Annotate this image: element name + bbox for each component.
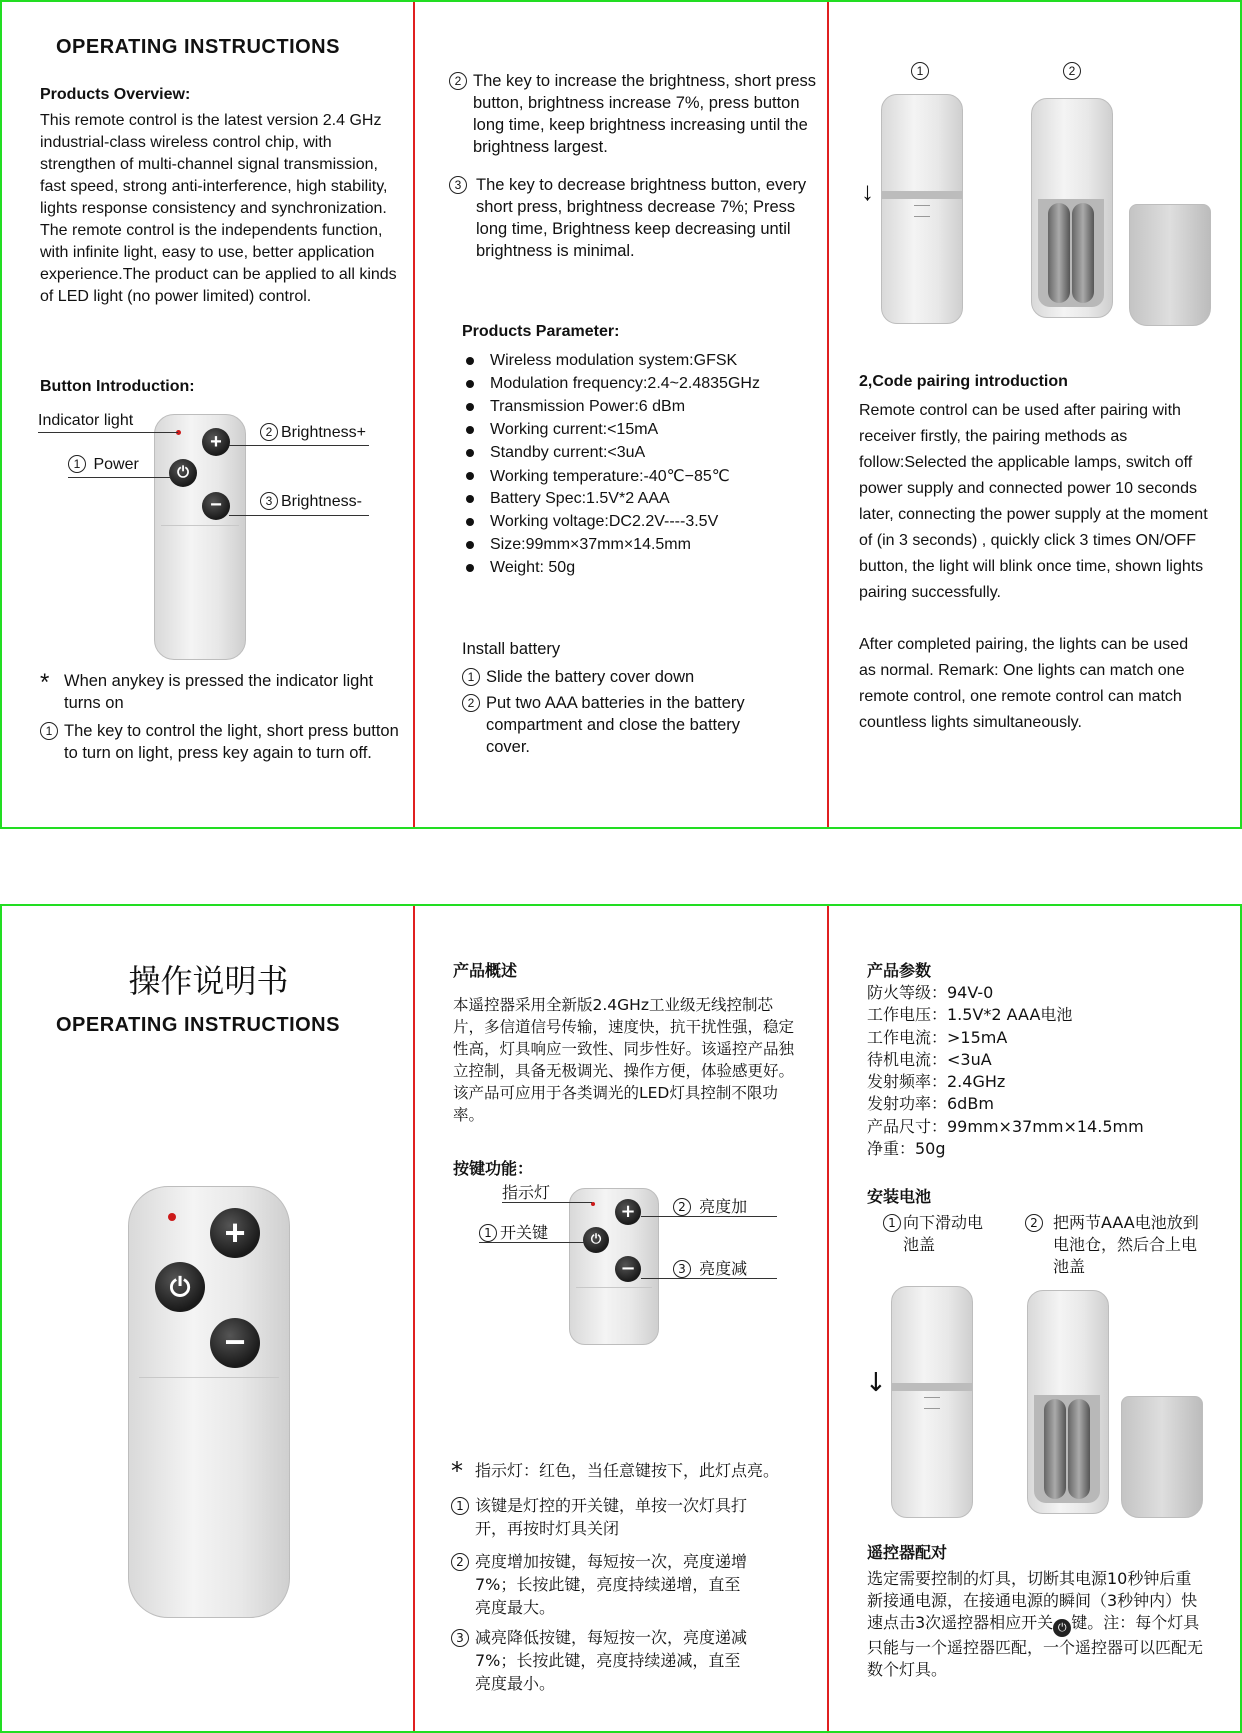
parameter-item: Working current:<15mA — [462, 418, 822, 441]
overview-text: 本遥控器采用全新版2.4GHz工业级无线控制芯片，多信道信号传输，速度快，抗干扰性强，稳定性高，灯具响应一致性、同步性好。该遥控产品独立控制，具备无极调光、操作方便，体验感更好。该产品可应用于各类调光的LED灯具控制不限功率。 — [453, 996, 795, 1124]
battery-cover-image — [1129, 204, 1211, 326]
overview-heading: Products Overview: — [40, 86, 191, 103]
parameter-item: Size:99mm×37mm×14.5mm — [462, 533, 822, 556]
parameter-item: Weight: 50g — [462, 556, 822, 579]
parameter-item: Battery Spec:1.5V*2 AAA — [462, 487, 822, 510]
power-icon: ⏻ — [1053, 1619, 1071, 1637]
parameter-item: 发射频率：2.4GHz — [867, 1072, 1006, 1092]
pairing-heading: 遥控器配对 — [867, 1543, 948, 1562]
chinese-sheet — [0, 904, 1242, 1733]
remote-large-image — [128, 1186, 290, 1618]
parameter-item: 工作电流：>15mA — [867, 1027, 1008, 1047]
install-heading: 安装电池 — [867, 1187, 932, 1206]
plus-icon: + — [202, 428, 230, 456]
indicator-label: 指示灯 — [502, 1183, 551, 1202]
arrow-down-icon: ↓ — [861, 176, 874, 206]
parameter-item: 防火等级：94V-0 — [867, 983, 994, 1002]
battery-cover-image — [1121, 1396, 1203, 1518]
parameter-item: Working temperature:-40℃−85℃ — [462, 464, 822, 487]
pairing-text: Remote control can be used after pairing with receiver firstly, the pairing methods as follow:Selected the applicable lamps, switch off power supply and connected power 10 seconds later, connecting the power supply at the moment of (in 3 seconds) , quickly click 3 times ON/OFF button, the light will blink once time, shown lights pairing successfully. — [859, 402, 1208, 601]
remote-open-image — [1031, 98, 1113, 318]
button-diagram — [417, 1176, 829, 1346]
minus-icon: − — [210, 1318, 260, 1368]
parameter-list — [867, 982, 1144, 1160]
overview-text: This remote control is the latest version 2.4 GHz industrial-class wireless control chip, with strengthen of multi-channel signal transmission, fast speed, strong anti-interference, high stability, lights response consistency and synchronization. The remote control is the independents function, with infinite light, easy to use, better application experience.The product can be applied to all kinds of LED light (no power limited) control. — [40, 112, 397, 305]
pairing-text: 选定需要控制的灯具，切断其电源10秒钟后重新接通电源，在接通电源的瞬间（3秒钟内）快速点击3次遥控器相应开关 ⏻ 键。注：每个灯具只能与一个遥控器匹配，一个遥控器可以匹配无数个灯具。 — [867, 1569, 1204, 1679]
brightness-plus-label: 2 Brightness+ — [260, 422, 366, 444]
overview-heading: 产品概述 — [453, 961, 518, 980]
column-3 — [831, 2, 1240, 827]
note-1: 1 The key to control the light, short press button to turn on light, press key again to turn off. — [40, 720, 400, 764]
parameter-item: 产品尺寸：99mm×37mm×14.5mm — [867, 1116, 1144, 1136]
install-heading: Install battery — [462, 640, 561, 658]
pairing-text-2: After completed pairing, the lights can be used as normal. Remark: One lights can match one remote control, one remote control can match countless lights simultaneously. — [859, 636, 1189, 731]
column-2 — [417, 906, 829, 1731]
column-1 — [2, 2, 415, 827]
note-star: * 指示灯：红色，当任意键按下，此灯点亮。 — [451, 1457, 780, 1485]
parameter-item: Standby current:<3uA — [462, 441, 822, 464]
power-label: 1 Power — [68, 454, 139, 476]
parameter-item: Transmission Power:6 dBm — [462, 395, 822, 418]
minus-label: 3 亮度减 — [673, 1256, 747, 1279]
minus-icon: − — [615, 1256, 641, 1282]
note-2: 2 亮度增加按键，每短按一次，亮度递增7%；长按此键，亮度持续递增，直至亮度最大。 — [451, 1550, 751, 1619]
indicator-light-label: Indicator light — [38, 412, 134, 429]
power-icon: ⏻ — [583, 1227, 609, 1253]
column-2 — [417, 2, 829, 827]
note-1: 1 该键是灯控的开关键，单按一次灯具打开，再按时灯具关闭 — [451, 1494, 751, 1540]
indicator-led — [168, 1213, 176, 1221]
install-step-2: 2 Put two AAA batteries in the battery compartment and close the battery cover. — [462, 692, 772, 758]
english-sheet — [0, 0, 1242, 829]
step-2-number: 2 — [1063, 62, 1084, 81]
arrow-down-icon: ↓ — [865, 1368, 887, 1398]
remote-image — [154, 414, 246, 660]
column-1 — [2, 906, 415, 1731]
remote-image — [569, 1188, 659, 1345]
install-step-1: 1 Slide the battery cover down — [462, 666, 782, 688]
power-icon: ⏻ — [169, 459, 197, 487]
button-diagram — [2, 402, 415, 662]
note-3: 3 减亮降低按键，每短按一次，亮度递减7%；长按此键，亮度持续递减，直至亮度最小。 — [451, 1626, 751, 1695]
parameter-list — [462, 349, 822, 579]
parameter-item: Modulation frequency:2.4~2.4835GHz — [462, 372, 822, 395]
parameter-heading: 产品参数 — [867, 961, 932, 980]
install-step-1: 1 向下滑动电池盖 — [883, 1212, 987, 1256]
step-1-number: 1 — [911, 62, 932, 81]
parameter-item: 待机电流：<3uA — [867, 1049, 992, 1069]
power-icon: ⏻ — [155, 1262, 205, 1312]
pairing-heading: 2,Code pairing introduction — [859, 373, 1068, 390]
page-title: OPERATING INSTRUCTIONS — [56, 36, 340, 58]
parameter-item: 发射功率：6dBm — [867, 1094, 994, 1114]
note-3: 3 The key to decrease brightness button, every short press, brightness decrease 7%; Press long time, Brightness keep decreasing until brightness is minimal. — [449, 174, 819, 262]
remote-slide-image — [891, 1286, 973, 1518]
note-2: 2 The key to increase the brightness, short press button, brightness increase 7%, press button long time, keep brightness increasing until the brightness largest. — [449, 70, 819, 158]
note-star: * When anykey is pressed the indicator light turns on — [40, 669, 374, 712]
parameter-item: Working voltage:DC2.2V----3.5V — [462, 510, 822, 533]
brightness-minus-label: 3 Brightness- — [260, 491, 362, 513]
plus-icon: + — [615, 1199, 641, 1225]
parameter-heading: Products Parameter: — [462, 323, 620, 340]
page-title-cn: 操作说明书 — [128, 962, 289, 1000]
remote-open-image — [1027, 1290, 1109, 1514]
column-3 — [831, 906, 1240, 1731]
power-label: 1 开关键 — [479, 1220, 548, 1243]
remote-slide-image — [881, 94, 963, 324]
plus-label: 2 亮度加 — [673, 1194, 747, 1217]
page-title-en: OPERATING INSTRUCTIONS — [56, 1014, 340, 1036]
button-heading: Button Introduction: — [40, 378, 195, 395]
minus-icon: − — [202, 492, 230, 520]
parameter-item: 净重：50g — [867, 1139, 946, 1159]
parameter-item: Wireless modulation system:GFSK — [462, 349, 822, 372]
install-step-2: 2 把两节AAA电池放到电池仓，然后合上电池盖 — [1025, 1212, 1201, 1278]
button-heading: 按键功能： — [453, 1159, 534, 1178]
plus-icon: + — [210, 1208, 260, 1258]
parameter-item: 工作电压：1.5V*2 AAA电池 — [867, 1005, 1073, 1025]
